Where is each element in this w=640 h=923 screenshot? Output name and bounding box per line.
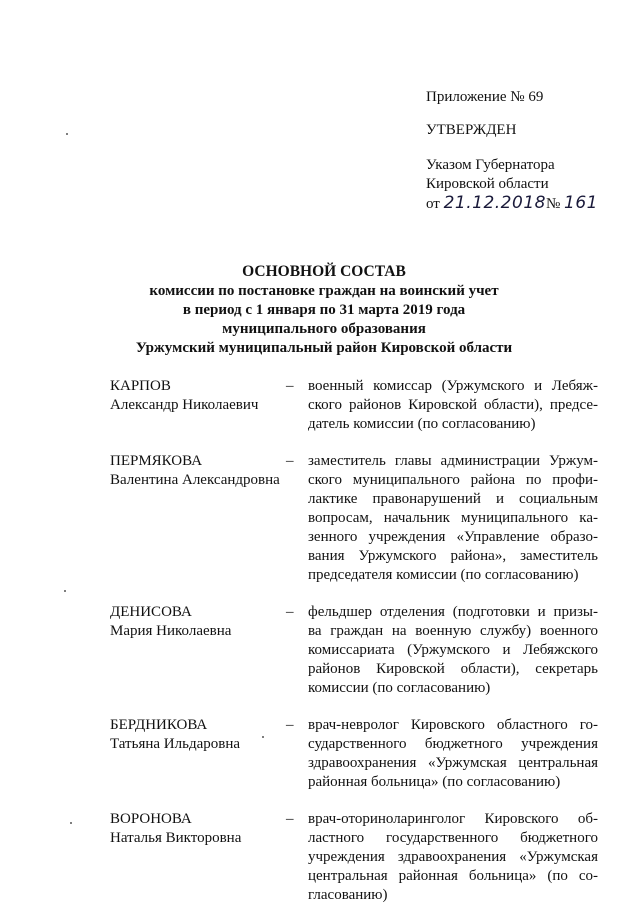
decree-line-1: Указом Губернатора xyxy=(426,157,555,173)
member-role-line: центральная районная больница» (по со- xyxy=(308,868,598,884)
member-dash: – xyxy=(286,717,294,733)
member-role-line: зенного учреждения «Управление образо- xyxy=(308,529,598,545)
member-role-line: районная больница» (по согласованию) xyxy=(308,774,561,790)
member-role-line: ластного государственного бюджетного xyxy=(308,830,598,846)
member-role-line: председателя комиссии (по согласованию) xyxy=(308,567,579,583)
member-given-names: Валентина Александровна xyxy=(110,472,280,488)
member-row xyxy=(110,603,600,698)
members-list xyxy=(110,377,600,923)
handwritten-date: 21.12.2018 xyxy=(443,193,546,213)
date-prefix: от xyxy=(426,196,440,212)
member-row xyxy=(110,377,600,434)
member-dash: – xyxy=(286,378,294,394)
member-role-line: сударственного бюджетного учреждения xyxy=(308,736,598,752)
member-name xyxy=(110,377,286,434)
member-role xyxy=(308,603,598,698)
member-name xyxy=(110,810,286,905)
member-row xyxy=(110,810,600,905)
member-given-names: Татьяна Ильдаровна xyxy=(110,736,241,752)
member-dash: – xyxy=(286,453,294,469)
member-role-line: комиссии (по согласованию) xyxy=(308,680,491,696)
scan-speck xyxy=(262,736,264,738)
member-role-line: ского муниципального района по профи- xyxy=(308,472,598,488)
handwritten-number: 161 xyxy=(564,193,598,213)
member-name xyxy=(110,603,286,698)
member-role xyxy=(308,810,598,905)
member-role-line: вопросам, начальник муниципального ка- xyxy=(308,510,598,526)
decree-line-2: Кировской области xyxy=(426,176,549,192)
member-dash: – xyxy=(286,811,294,827)
heading-line-4: Уржумский муниципальный район Кировской области xyxy=(135,340,513,356)
member-surname: ДЕНИСОВА xyxy=(110,604,192,620)
member-role-line: районов Кировской области), секретарь xyxy=(308,661,598,677)
member-role-line: комиссариата (Уржумского и Лебяжского xyxy=(308,642,598,658)
member-role-line: заместитель главы администрации Уржум- xyxy=(308,453,598,469)
member-role-line: военный комиссар (Уржумского и Лебяж- xyxy=(308,378,598,394)
member-role-line: ва граждан на военную службу) военного xyxy=(308,623,598,639)
member-role-line: здравоохранения «Уржумская центральная xyxy=(308,755,598,771)
member-name xyxy=(110,452,286,585)
member-role xyxy=(308,452,598,585)
member-row xyxy=(110,452,600,585)
member-row xyxy=(110,716,600,792)
member-role-line: вания Уржумского района», заместитель xyxy=(308,548,598,564)
heading-line-2: в период с 1 января по 31 марта 2019 года xyxy=(182,302,466,318)
member-role-line: врач-невролог Кировского областного го- xyxy=(308,717,598,733)
member-role-line: учреждения здравоохранения «Уржумская xyxy=(308,849,598,865)
decree-date-line xyxy=(426,194,626,214)
member-dash: – xyxy=(286,604,294,620)
member-surname: ПЕРМЯКОВА xyxy=(110,453,203,469)
member-name xyxy=(110,716,286,792)
heading-title: ОСНОВНОЙ СОСТАВ xyxy=(242,263,406,280)
member-role-line: врач-оториноларинголог Кировского об- xyxy=(308,811,598,827)
document-heading xyxy=(100,262,548,358)
scan-speck xyxy=(70,822,72,824)
member-surname: ВОРОНОВА xyxy=(110,811,192,827)
number-sign: № xyxy=(545,196,561,212)
scan-speck xyxy=(66,133,68,135)
scan-speck xyxy=(64,590,66,592)
member-role-line: датель комиссии (по согласованию) xyxy=(308,416,536,432)
appendix-number: Приложение № 69 xyxy=(426,89,544,105)
approved-label: УТВЕРЖДЕН xyxy=(426,122,517,138)
member-given-names: Мария Николаевна xyxy=(110,623,232,639)
member-role-line: лактике правонарушений и социальным xyxy=(308,491,598,507)
member-given-names: Александр Николаевич xyxy=(110,397,259,413)
member-surname: КАРПОВ xyxy=(110,378,171,394)
approval-block xyxy=(426,88,626,214)
heading-line-3: муниципального образования xyxy=(222,321,426,337)
member-role-line: ского районов Кировской области), предсе- xyxy=(308,397,598,413)
member-role-line: фельдшер отделения (подготовки и призы- xyxy=(308,604,598,620)
member-role xyxy=(308,716,598,792)
member-given-names: Наталья Викторовна xyxy=(110,830,242,846)
heading-line-1: комиссии по постановке граждан на воинский учет xyxy=(149,283,499,299)
member-role xyxy=(308,377,598,434)
member-surname: БЕРДНИКОВА xyxy=(110,717,208,733)
member-role-line: гласованию) xyxy=(308,887,388,903)
